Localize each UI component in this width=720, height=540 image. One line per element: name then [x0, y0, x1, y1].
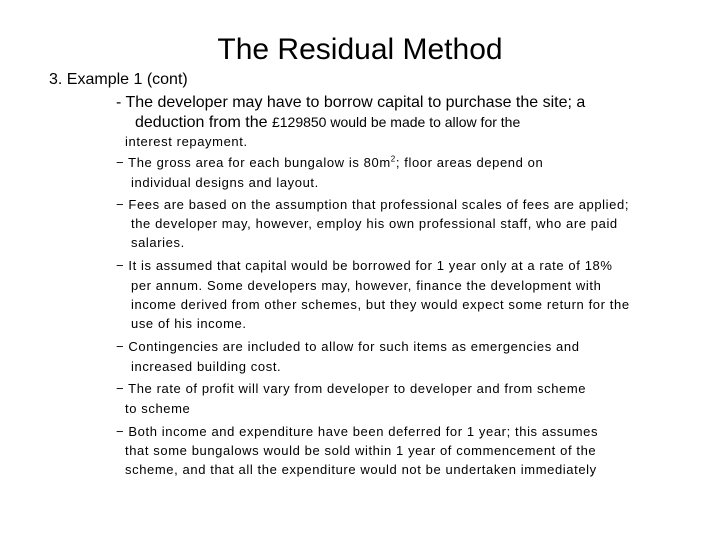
slide-title: The Residual Method [217, 33, 503, 66]
superscript-2: 2 [390, 154, 396, 164]
bullet-2-line-2: the developer may, however, employ his own professional staff, who are paid [131, 216, 618, 231]
intro-line-2-b: £129850 would be made to allow for the [271, 114, 521, 130]
bullet-3-line-1: − It is assumed that capital would be borrowed for 1 year only at a rate of 18% [116, 258, 613, 273]
bullet-3-line-2: per annum. Some developers may, however, finance the development with [131, 278, 602, 293]
intro-line-3: interest repayment. [125, 134, 248, 149]
bullet-6-line-3: scheme, and that all the expenditure would not be undertaken immediately [125, 462, 597, 477]
bullet-4-line-2: increased building cost. [131, 359, 282, 374]
bullet-5-line-2: to scheme [125, 401, 191, 416]
bullet-3-line-4: use of his income. [131, 316, 247, 331]
bullet-6-line-1: − Both income and expenditure have been deferred for 1 year; this assumes [116, 424, 599, 439]
bullet-4-line-1: − Contingencies are included to allow for such items as emergencies and [116, 339, 580, 354]
bullet-1-post: ; floor areas depend on [395, 155, 544, 170]
bullet-1-line-1 [116, 154, 543, 172]
bullet-2-line-1: − Fees are based on the assumption that professional scales of fees are applied; [116, 197, 630, 212]
slide-subtitle: 3. Example 1 (cont) [49, 71, 188, 88]
bullet-6-line-2: that some bungalows would be sold within 1 year of commencement of the [125, 443, 597, 458]
intro-line-2 [135, 113, 520, 132]
bullet-1-line-2: individual designs and layout. [131, 175, 319, 190]
bullet-1-pre: − The gross area for each bungalow is 80m [116, 155, 391, 170]
bullet-5-line-1: − The rate of profit will vary from developer to developer and from scheme [116, 381, 587, 396]
bullet-2-line-3: salaries. [131, 235, 185, 250]
bullet-3-line-3: income derived from other schemes, but they would expect some return for the [131, 297, 630, 312]
intro-line-2-a: deduction from the [135, 114, 272, 131]
intro-line-1: - The developer may have to borrow capital to purchase the site; a [116, 94, 586, 111]
